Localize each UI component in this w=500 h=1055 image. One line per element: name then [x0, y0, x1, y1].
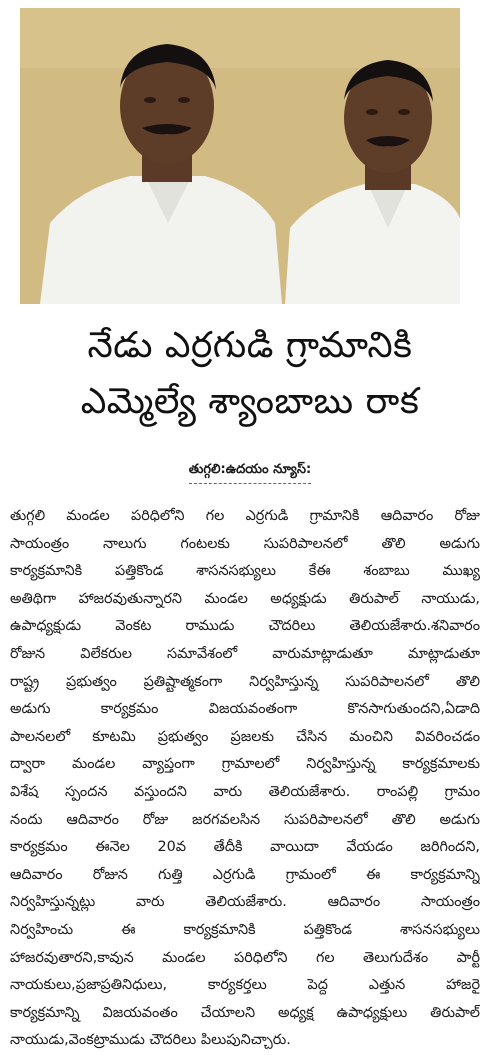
article-line: నాయుడు,వెంకట్రాముడు చౌదరిలు పిలుపునిచ్చారు.	[10, 1032, 291, 1049]
headline-line-1: నేడు ఎర్రగుడి గ్రామానికి	[87, 325, 413, 366]
article-line: రోజున విలేకరుల సమావేశంలో వారుమాట్లాడుతూ మాట్లాడుతూ	[10, 645, 480, 662]
two-men-portrait-photo	[20, 8, 460, 304]
article-line: హాజరవుతారని,కావున మండల పరిధిలోని గల తెలుగుదేశం పార్టీ	[10, 949, 480, 966]
article-line: నిర్వహిస్తున్నట్లు వారు తెలియజేశారు. ఆదివారం సాయంత్రం	[10, 894, 480, 911]
article-line: తుగ్గలి మండల పరిధిలోని గల ఎర్రగుడి గ్రామానికి ఆదివారం రోజు	[10, 508, 480, 524]
article-line: కార్యక్రమాన్ని విజయవంతం చేయాలని అధ్యక్ష ఉపాధ్యక్షులు తిరుపాల్	[10, 1004, 480, 1021]
article-line: అతిథిగా హాజరవుతున్నారని మండల అధ్యక్షుడు తిరుపాల్ నాయుడు,	[10, 590, 480, 607]
news-photo	[20, 8, 460, 304]
article-line: రాష్ట్ర ప్రభుత్వం ప్రతిష్టాత్మకంగా నిర్వహిస్తున్న సుపరిపాలనలో తొలి	[10, 673, 480, 690]
article-line: సాయంత్రం నాలుగు గంటలకు సుపరిపాలనలో తొలి అడుగు	[10, 535, 480, 552]
article-line: అడుగు కార్యక్రమం విజయవంతంగా కొనసాగుతుందని,ఏడాది	[10, 701, 480, 718]
article-line: నిర్వహించు ఈ కార్యక్రమానికి పత్తికొండ శాసనసభ్యులు	[10, 921, 480, 938]
article-line: నందు ఆదివారం రోజు జరగవలసిన సుపరిపాలనలో తొలి అడుగు	[10, 811, 480, 828]
article-line: పాలనలలో కూటమి ప్రభుత్వం ప్రజలకు చేసిన మంచిని వివరించడం	[10, 728, 480, 745]
article-line: కార్యక్రమానికి పత్తికొండ శాసనసభ్యులు కేఈ శంబాబు ముఖ్య	[10, 563, 480, 580]
article-line: ద్వారా మండల వ్యాప్తంగా గ్రామాలలో నిర్వహిస్తున్న కార్యక్రమాలకు	[10, 756, 480, 773]
byline	[0, 462, 500, 484]
headline-line-2: ఎమ్మెల్యే శ్యాంబాబు రాక	[80, 381, 420, 422]
article-line: నాయకులు,ప్రజాప్రతినిధులు, కార్యకర్తలు పెద్ద ఎత్తున హాజరై	[10, 977, 480, 994]
byline-text: తుగ్గలి:ఉదయం న్యూస్:	[189, 462, 311, 484]
article-body	[10, 503, 480, 1055]
headline	[0, 318, 500, 430]
article-line: ఉపాధ్యక్షుడు వెంకట రాముడు చౌదరిలు తెలియజేశారు.శనివారం	[10, 618, 480, 635]
article-line: ఆదివారం రోజున గుత్తి ఎర్రగుడి గ్రామంలో ఈ కార్యక్రమాన్ని	[10, 866, 480, 883]
article-line: విశేష స్పందన వస్తుందని వారు తెలియజేశారు. రాంపల్లి గ్రామం	[10, 783, 480, 800]
article-line: కార్యక్రమం ఈనెల 20వ తేదీకి వాయిదా వేయడం జరిగిందని,	[10, 839, 480, 856]
